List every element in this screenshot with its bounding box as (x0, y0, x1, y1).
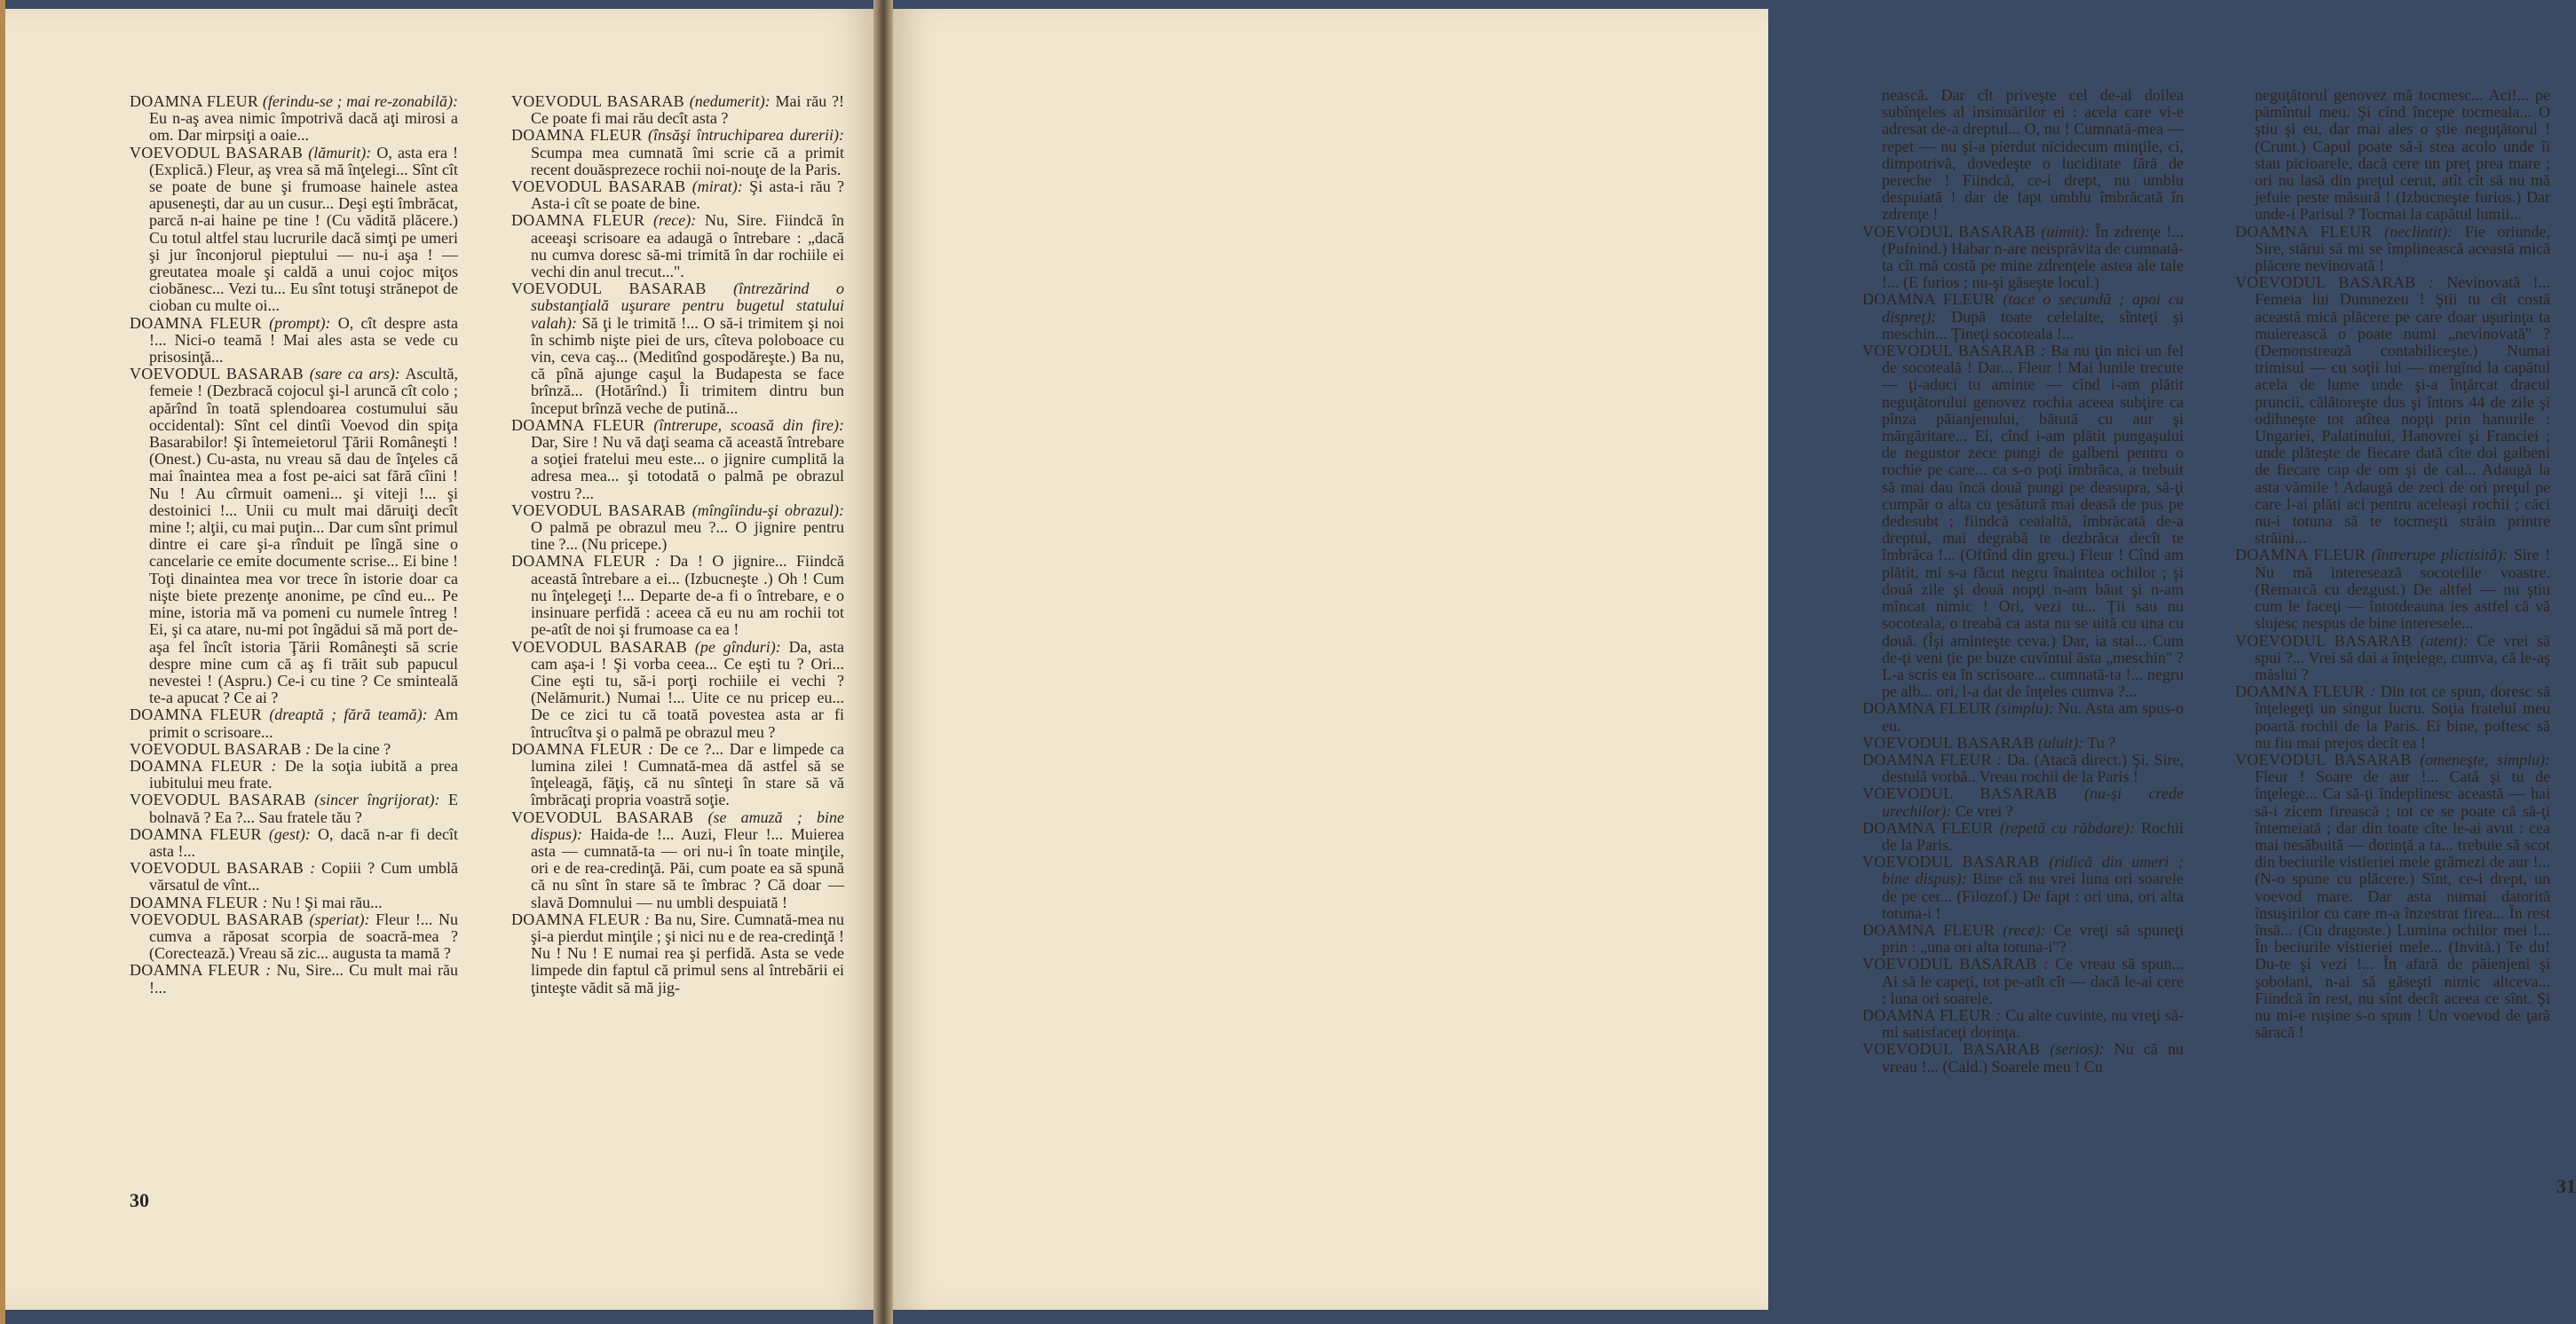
stage-direction: (sare ca ars): (309, 365, 400, 383)
dialogue-text: Rochii de la Paris. (1882, 818, 2184, 854)
speaker-name: VOEVODUL BASARAB (1862, 955, 2037, 973)
speaker-name: VOEVODUL BASARAB (2235, 631, 2412, 650)
dialogue-line (130, 706, 458, 740)
dialogue-line (130, 962, 458, 996)
speaker-name: VOEVODUL BASARAB (1862, 342, 2035, 360)
dialogue-text: Ba nu, Sire. Cumnată-mea nu şi-a pierdut minţile ; şi nici nu e de rea-credinţă ! Nu ! Nu ! E numai rea şi perfidă. Asta se vede limpede din faptul că primul sens al întrebării ei ţinteşte vădit să mă jig- (531, 910, 845, 997)
stage-direction: : (2370, 682, 2376, 701)
dialogue-line (130, 315, 458, 366)
speaker-name: VOEVODUL BASARAB (130, 739, 302, 758)
dialogue-line (130, 366, 458, 706)
dialogue-text: neguţătorul genovez mă tocmesc... Aci!... pe pămîntul meu. Şi cînd începe tocmeala... O ştiu şi eu, dar mai ales o ştie neguţătorul ! (Crunt.) Capul poate să-i stea acolo unde îi stau picioarele, dacă cere un preţ prea mare ; ori nu lasă din preţul cerut, atît cît să nu mă jefuie peste măsură ! (Izbucneşte furios.) Dar unde-i Parisul ? Tocmai la capătul lumii... (2255, 86, 2550, 224)
stage-direction: (întrezărind o substanţială uşurare pentru bugetul statului valah): (531, 280, 844, 332)
speaker-name: DOAMNA FLEUR (511, 415, 645, 434)
stage-direction: (întrerupe plictisită): (2371, 546, 2509, 564)
stage-direction: : (1996, 750, 2003, 768)
dialogue-text: În zdrenţe !... (Pufnind.) Habar n-are neisprăvita de cumnată-ta cît mă costă pe mine zdrenţele astea ale tale !... (E furios ; nu-şi găseşte locul.) (1882, 222, 2185, 292)
speaker-name: VOEVODUL BASARAB (130, 143, 304, 162)
stage-direction: : (305, 739, 312, 758)
dialogue-text: Ce vreau să spun... Ai să le capeţi, tot pe-atît cît — dacă le-ai cere : luna ori soarele. (1882, 955, 2185, 1007)
dialogue-text: Nevinovată !... Femeia lui Dumnezeu ! Ştii tu cît costă această mică plăcere pe care doar uşurinţa ta muierească o poate numi „nevinovată" ? (Demonstrează contabiliceşte.) Numai trimisul — cu soţii lui — mergînd la capătul acela de lume unde şi-a înţărcat dracul pruncii, călătoreşte dus şi întors 44 de zile şi odihneşte tot atîtea nopţi prin hanurile : Ungariei, Palatinului, Hanovrei şi Franciei ; unde plăteşte de fiecare dată cîte doi galbeni de fiecare cap de om şi de cal... Adaugă la asta vămile ! Adaugă de zeci de ori preţul pe care l-ai plăti aci pentru aceleaşi rochii ; căci nu-i totuna să te tocmeşti străin printre străini... (2255, 273, 2550, 548)
speaker-name: VOEVODUL BASARAB (511, 637, 688, 656)
dialogue-text: Să ţi le trimită !... O să-i trimitem şi noi în schimb nişte piei de urs, cîteva poloboace cu vin, ceva caş... (Meditînd gospodăreşte.) Ba nu, că pînă ajunge caşul la Budapesta se face brînză... (Hotărînd.) Îi trimitem dintru bun început brînză veche de putină... (531, 313, 844, 417)
stage-direction: : (265, 961, 272, 980)
dialogue-line (130, 792, 458, 825)
dialogue-text: Haida-de !... Auzi, Fleur !... Muierea asta — cumnată-ta — ori nu-i în toate minţile, ori e de rea-credinţă. Păi, cum poate ea să spună că nu sînt în stare să te îmbrac ? Că doar — slavă Domnului — nu umbli despuiată ! (531, 824, 844, 911)
dialogue-line (511, 809, 844, 911)
stage-direction: (uluit): (2038, 733, 2084, 752)
dialogue-line (511, 639, 844, 741)
dialogue-line (1862, 87, 2184, 224)
speaker-name: VOEVODUL BASARAB (1862, 1040, 2041, 1059)
speaker-name: VOEVODUL BASARAB (511, 177, 686, 196)
stage-direction: (simplu): (1995, 699, 2054, 718)
stage-direction: (mîngîindu-şi obrazul): (691, 500, 844, 519)
speaker-name: VOEVODUL BASARAB (511, 280, 707, 298)
stage-direction: : (2040, 342, 2046, 360)
dialogue-line (511, 502, 844, 554)
speaker-name: DOAMNA FLEUR (1862, 750, 1992, 768)
dialogue-text: Da. (Atacă direct.) Şi, Sire, destulă vorbă.. Vreau rochii de la Paris ! (1882, 750, 2185, 786)
speaker-name: VOEVODUL BASARAB (511, 92, 684, 110)
dialogue-text: Ce vrei să spui ?... Vrei să dai a înţelege, cumva, că le-aş măsluì ? (2255, 631, 2550, 683)
stage-direction: (atent): (2420, 631, 2469, 650)
dialogue-text: Ascultă, femeie ! (Dezbracă cojocul şi-l aruncă cît colo ; apărînd în toată splendoarea costumului său occidental): Sînt cel dintîi Voevod din spiţa Basarabilor! Şi întemeietorul Ţării Româneşti ! (Onest.) Cu-asta, nu vreau să dau de înţeles că mai înaintea mea a fost pe-aici sat fără cîini ! Nu ! Au cîrmuit oameni... şi viteji !... şi destoinici !... Unii cu mult mai dăruiţi decît mine !; alţii, cu mai puţin... Dar cum sînt primul dintre ei care şi-a rînduit pe lîngă sine o cancelarie ce emite documente scrise... Ei bine ! Toţi dinaintea mea vor trece în istorie doar ca nişte biete prezenţe anonime, pe cînd eu... Pe mine, istoria mă va pomeni cu numele întreg ! Ei, şi ca atare, nu-mi pot îngădui să mă port de-aşa fel încît istoria Ţării Româneşti să scrie despre mine cum că aş fi trăit sub papucul nevestei ! (Aspru.) Ce-i cu tine ? Ce sminteală te-a apucat ? Ce ai ? (149, 365, 459, 707)
dialogue-text: După toate celelalte, sînteţi şi meschin... Ţineţi socoteala !... (1882, 307, 2184, 343)
dialogue-line (130, 93, 458, 145)
stage-direction: : (654, 552, 660, 571)
text-column-4 (2235, 87, 2550, 1041)
speaker-name: DOAMNA FLEUR (130, 824, 262, 843)
dialogue-text: Şi asta-i rău ? Asta-i cît se poate de bine. (531, 177, 844, 213)
dialogue-line (1862, 854, 2184, 922)
dialogue-line (2235, 547, 2550, 632)
dialogue-text: Scumpa mea cumnată îmi scrie că a primit recent douăsprezece rochii noi-nouţe de la Paris. (531, 143, 844, 178)
stage-direction: (însăşi întruchiparea durerii): (647, 126, 844, 145)
dialogue-line (511, 741, 844, 809)
speaker-name: DOAMNA FLEUR (130, 961, 260, 980)
speaker-name: VOEVODUL BASARAB (130, 859, 304, 878)
speaker-name: VOEVODUL BASARAB (511, 808, 694, 826)
dialogue-text: Sire ! Nu mă interesează socotelile voastre. (Remarcă cu dezgust.) De altfel — nu ştiu cum le faceţi — întotdeauna ies astfel că vă slujesc nespus de bine interesele... (2255, 546, 2550, 633)
speaker-name: VOEVODUL BASARAB (130, 791, 306, 809)
speaker-name: DOAMNA FLEUR (511, 211, 645, 230)
stage-direction: : (2043, 955, 2049, 973)
dialogue-line (1862, 1007, 2184, 1041)
dialogue-line (130, 894, 458, 911)
stage-direction: (repetă cu răbdare): (1999, 818, 2135, 837)
dialogue-line (2235, 224, 2550, 275)
dialogue-text: Dar, Sire ! Nu vă daţi seama că această întrebare a soţiei fratelui meu este... o jignire cumplită la adresa mea... şi totodată o palmă pe obrazul vostru ?... (531, 433, 844, 502)
speaker-name: DOAMNA FLEUR (1862, 1005, 1992, 1024)
dialogue-line (1862, 752, 2184, 785)
speaker-name: DOAMNA FLEUR (2235, 546, 2367, 564)
speaker-name: VOEVODUL BASARAB (1862, 853, 2040, 871)
speaker-name: DOAMNA FLEUR (130, 756, 264, 775)
dialogue-text: De la soţia iubită a prea iubitului meu frate. (149, 756, 458, 792)
dialogue-line (130, 911, 458, 963)
dialogue-text: Am primit o scrisoare... (149, 705, 458, 741)
speaker-name: VOEVODUL BASARAB (511, 500, 686, 519)
dialogue-line (130, 758, 458, 792)
stage-direction: (uimit): (2041, 222, 2090, 240)
stage-direction: (prompt): (269, 313, 331, 332)
dialogue-line (1862, 1041, 2184, 1075)
dialogue-text: Nu ! Şi mai rău... (272, 893, 383, 911)
dialogue-text: Nu că nu vreau !... (Cald.) Soarele meu ! Cu (1882, 1040, 2184, 1076)
dialogue-line (1862, 291, 2184, 343)
stage-direction: : (271, 756, 277, 775)
dialogue-text: Fie oriunde, Sire, stărui să mi se împlinească această mică plăcere nevinovată ! (2255, 222, 2550, 275)
speaker-name: DOAMNA FLEUR (130, 893, 259, 911)
stage-direction: (dreaptă ; fără teamă): (269, 705, 428, 724)
stage-direction: (neclintit): (2384, 222, 2454, 240)
speaker-name: VOEVODUL BASARAB (1862, 784, 2058, 803)
dialogue-text: Mai rău ?! Ce poate fi mai rău decît asta ? (531, 92, 844, 128)
stage-direction: (se amuză ; bine dispus): (531, 808, 844, 843)
dialogue-text: Fleur !... Nu cumva a răposat scorpia de soacră-mea ? (Corectează.) Vreau să zic... augusta ta mamă ? (149, 910, 458, 963)
speaker-name: DOAMNA FLEUR (1862, 699, 1992, 718)
dialogue-text: Eu n-aş avea nimic împotrivă dacă aţi mirosi a om. Dar mirpsiţi a oaie... (149, 109, 458, 145)
dialogue-line (2235, 683, 2550, 752)
dialogue-text: Da ! O jignire... Fiindcă această întrebare a ei... (Izbucneşte .) Oh ! Cum nu înţelegeţi !... Departe de-a fi o întrebare, e o insinuare perfidă : aceea că eu nu am rochii tot pe-atît de noi şi frumoase ca ea ! (531, 552, 844, 639)
stage-direction: : (644, 910, 651, 928)
text-column-2 (511, 93, 844, 997)
dialogue-line (130, 741, 458, 758)
dialogue-line (511, 280, 844, 417)
dialogue-line (2235, 274, 2550, 547)
dialogue-text: O, asta era ! (Explică.) Fleur, aş vrea să mă înţelegi... Sînt cît se poate de bune şi frumoase hainele astea apuseneşti, dar au un cusur... Deşi eşti îmbrăcat, parcă n-ai haine pe tine ! (Cu vădită plăcere.) Cu totul altfel stau lucrurile dacă simţi pe umeri şi jur înconjorul pieptului — nu-i aşa ! — greutatea moale şi caldă a unui cojoc miţos ciobănesc... Vezi tu... Eu sînt totuşi strănepot de cioban cu multe oi... (149, 143, 459, 315)
speaker-name: VOEVODUL BASARAB (130, 365, 304, 383)
dialogue-text: Nu, Sire. Fiindcă în aceeaşi scrisoare ea adaugă o întrebare : „dacă nu cumva doresc să-mi trimită în dar rochiile ei vechi din anul trecut...". (531, 211, 844, 281)
speaker-name: DOAMNA FLEUR (511, 910, 641, 928)
speaker-name: DOAMNA FLEUR (1862, 818, 1994, 837)
speaker-name: DOAMNA FLEUR (130, 313, 262, 332)
page-number-left: 30 (130, 1189, 149, 1211)
stage-direction: : (310, 859, 316, 878)
speaker-name: DOAMNA FLEUR (1862, 920, 1995, 939)
dialogue-line (1862, 224, 2184, 292)
dialogue-line (1862, 343, 2184, 700)
dialogue-text: Bine că nu vrei luna ori soarele de pe cer... (Filozof.) De fapt : ori una, ori alta totuna-i ! (1882, 870, 2184, 922)
speaker-name: DOAMNA FLEUR (2235, 222, 2373, 240)
stage-direction: (ferindu-se ; mai re-zonabilă): (262, 92, 458, 110)
speaker-name: VOEVODUL BASARAB (1862, 222, 2036, 240)
dialogue-text: De ce ?... Dar e limpede ca lumina zilei ! Cumnată-mea dă astfel să se înţeleagă, făţiş, că nu sînteţi în stare să vă îmbrăcaţi propria voastră soţie. (531, 739, 844, 809)
dialogue-text: E bolnavă ? Ea ?... Sau fratele tău ? (149, 791, 458, 826)
page-number-right: 31 (2556, 1175, 2576, 1197)
dialogue-text: O palmă pe obrazul meu ?... O jignire pentru tine ?... (Nu pricepe.) (531, 518, 844, 554)
dialogue-text: Cu alte cuvinte, nu vreţi să-mi satisfaceţi dorinţa. (1882, 1005, 2185, 1042)
stage-direction: (lămurit): (308, 143, 372, 162)
dialogue-line (1862, 735, 2184, 752)
speaker-name: DOAMNA FLEUR (511, 126, 643, 145)
stage-direction: (rece): (652, 211, 697, 230)
stage-direction: (tace o secundă ; apoi cu dispreţ): (1882, 290, 2184, 326)
stage-direction: (mirat): (691, 177, 743, 196)
dialogue-line (511, 911, 844, 997)
dialogue-line (511, 127, 844, 178)
dialogue-text: Copiii ? Cum umblă vărsatul de vînt... (149, 859, 459, 894)
dialogue-line (130, 826, 458, 860)
dialogue-line (2235, 633, 2550, 684)
text-column-3 (1862, 87, 2184, 1076)
stage-direction: (gest): (268, 824, 311, 843)
dialogue-text: Din tot ce spun, doresc să înţelegeţi un singur lucru. Soţia fratelui meu poartă rochii de la Paris. Ei bine, poftesc să nu fiu mai prejos decît ea ! (2255, 682, 2551, 752)
dialogue-text: nească. Dar cît priveşte cel de-al doilea subînţeles al insinuărilor ei : acela care vi-e adresat de-a dreptul... O, nu ! Cumnată-mea — repet — nu şi-a pierdut nicidecum minţile, ci, dimpotrivă, dovedeşte o luciditate fără de pereche ! Fiindcă, ce-i drept, nu umblu despuiată ! dar de fapt umblu îmbrăcată în zdrenţe ! (1882, 86, 2184, 224)
dialogue-line (1862, 956, 2184, 1007)
dialogue-line (511, 93, 844, 127)
stage-direction: (rece): (2003, 920, 2046, 939)
dialogue-text: Nu, Sire... Cu mult mai rău !... (149, 961, 459, 997)
book-gutter (873, 0, 893, 1324)
dialogue-line (1862, 820, 2184, 854)
left-page (5, 9, 873, 1310)
speaker-name: VOEVODUL BASARAB (1862, 733, 2035, 752)
dialogue-text: Ce vrei ? (1955, 801, 2013, 820)
stage-direction: (nedumerit): (689, 92, 770, 110)
dialogue-line (511, 212, 844, 280)
stage-direction: (ridică din umeri ; bine dispus): (1882, 853, 2184, 888)
speaker-name: VOEVODUL BASARAB (2235, 750, 2412, 768)
speaker-name: DOAMNA FLEUR (1862, 290, 1995, 309)
dialogue-line (2235, 752, 2550, 1041)
dialogue-line (1862, 785, 2184, 819)
text-column-1 (130, 93, 458, 997)
stage-direction: (întrerupe, scoasă din fire): (653, 415, 845, 434)
stage-direction: (serios): (2050, 1040, 2105, 1059)
stage-direction: : (262, 893, 268, 911)
dialogue-text: Tu ? (2087, 733, 2116, 752)
dialogue-line (1862, 700, 2184, 734)
speaker-name: DOAMNA FLEUR (511, 552, 646, 571)
speaker-name: DOAMNA FLEUR (2235, 682, 2366, 701)
dialogue-line (511, 178, 844, 212)
stage-direction: (omeneşte, simplu): (2420, 750, 2550, 768)
dialogue-line (130, 860, 458, 894)
dialogue-text: Fleur ! Soare de aur !... Cată şi tu de înţelege... Ca să-ţi îndeplinesc această — hai să-i zicem firească ; tot ce se poate că să-ţi întemeiată ; dar din toate cîte le-ai avut : cea mai nesăbuită — dorinţă a ta... trebuie să scot din beciurile vistieriei mele grămezi de aur !... (N-o spune cu plăcere.) Sînt, ce-i drept, un voevod mare. Dar asta numai datorită însuşirilor cu care m-a înzestrat firea... În rest însă... (Cu dragoste.) Lumina ochilor mei !... În beciurile vistieriei mele... (Invită.) Te du! Du-te şi vezi !... În afară de păienjeni şi şobolani, n-ai să găseşti nimic altceva... Fiindcă în rest, nu sînt decît aceea ce sînt. Şi nu mi-e ruşine s-o spun ! Un voevod de ţară săracă ! (2255, 768, 2550, 1042)
speaker-name: VOEVODUL BASARAB (2235, 273, 2416, 292)
speaker-name: DOAMNA FLEUR (130, 92, 259, 110)
dialogue-line (1862, 922, 2184, 956)
dialogue-text: Nu. Asta am spus-o eu. (1882, 699, 2185, 735)
speaker-name: DOAMNA FLEUR (511, 739, 643, 758)
right-page (893, 9, 2576, 1310)
stage-direction: : (2428, 273, 2434, 292)
dialogue-text: Ce vreţi să spuneţi prin : „una ori alta totuna-i"? (1882, 920, 2185, 957)
dialogue-line (2235, 87, 2550, 224)
dialogue-text: Ba nu ţin nici un fel de socoteală ! Dar... Fleur ! Mai lunile trecute — ţi-aduci tu aminte — cînd i-am plătit neguţătorului genovez rochia aceea subţire ca pînza păianjenului, bătută cu aur şi mărgăritare... Ei, cînd i-am plătit pungaşului de negustor zece pungi de galbeni pentru o rochie pe care... ca s-o poţi îmbrăca, a trebuit să mai dau încă două pungi pe deasupra, să-ţi cumpăr o alta cu ţesătură mai deasă de pus pe dedesubt ; fiindcă cealaltă, îmbrăcată de-a dreptul, mai degrabă te dezbrăca decît te îmbrăca !... (Oftînd din greu.) Fleur ! Cînd am plătit, mi s-a făcut negru înaintea ochilor ; şi două zile şi două nopţi n-am băut şi n-am mîncat nimic ! Ori, vezi tu... Ţii sau nu socoteala, o treabă ca asta nu se uită cu una cu două. (Îşi aminteşte ceva.) Dar, ia stai... Cum de-ţi veni ţie pe buze cuvîntul ăsta „meschin" ? L-a scris ea în scrisoare... cumnată-ta !... negru pe alb... ori, l-a dat de înţeles cumva ?... (1882, 342, 2184, 701)
speaker-name: VOEVODUL BASARAB (130, 910, 304, 928)
stage-direction: (nu-şi crede urechilor): (1882, 784, 2184, 820)
dialogue-text: O, cît despre asta !... Nici-o teamă ! Mai ales asta se vede cu prisosinţă... (149, 313, 458, 366)
dialogue-text: O, dacă n-ar fi decît asta !... (149, 824, 459, 860)
stage-direction: (speriat): (309, 910, 370, 928)
speaker-name: DOAMNA FLEUR (130, 705, 262, 724)
stage-direction: : (648, 739, 654, 758)
dialogue-line (511, 417, 844, 502)
dialogue-line (130, 145, 458, 315)
stage-direction: (pe gînduri): (694, 637, 781, 656)
stage-direction: (sincer îngrijorat): (314, 791, 440, 809)
dialogue-text: Da, asta cam aşa-i ! Şi vorba ceea... Ce eşti tu ? Ori... Cine eşti tu, să-i porţi rochiile ei vechi ? (Nelămurit.) Numai !... Uite ce nu pricep eu... De ce zici tu că toată povestea asta ar fi întrucîtva şi o palmă pe obrazul meu ? (531, 637, 844, 741)
stage-direction: : (1995, 1005, 2002, 1024)
dialogue-text: De la cine ? (314, 739, 391, 758)
dialogue-line (511, 553, 844, 638)
